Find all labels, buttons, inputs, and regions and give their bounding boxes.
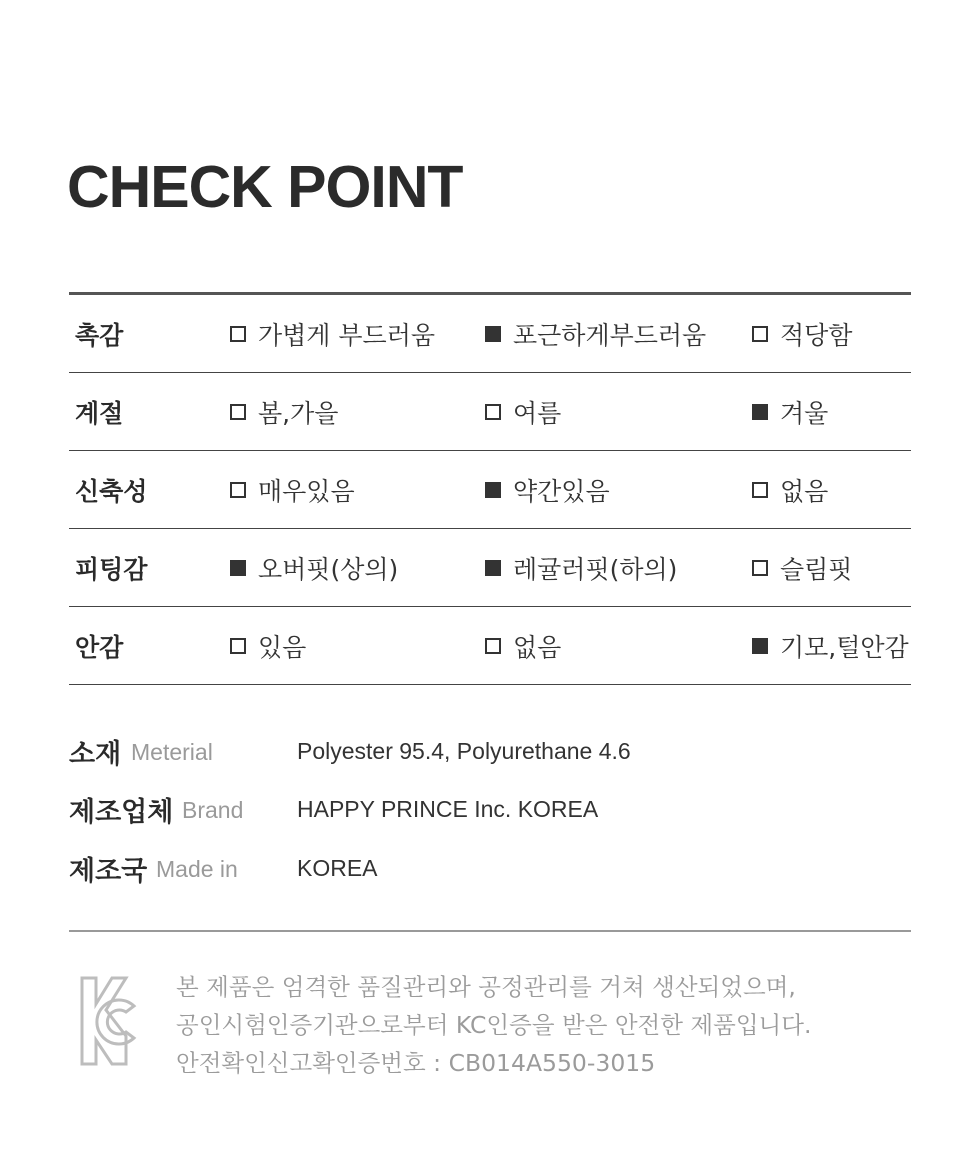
checkpoint-row-season (69, 373, 911, 451)
option-label: 없음 (513, 632, 562, 662)
spec-label-en: Made in (156, 856, 238, 882)
kc-notice-line: 본 제품은 엄격한 품질관리와 공정관리를 거쳐 생산되었으며, (176, 973, 796, 1001)
spec-label-ko: 소재 (69, 739, 122, 770)
checkbox (752, 638, 768, 654)
option (230, 316, 435, 352)
option (752, 550, 852, 586)
option (752, 628, 909, 664)
row-label: 촉감 (75, 320, 124, 350)
option (485, 550, 677, 586)
option-label: 기모,털안감 (780, 632, 909, 662)
checkbox (230, 404, 246, 420)
checkpoint-table (69, 292, 911, 685)
section-divider (69, 930, 911, 932)
option (752, 316, 852, 352)
option (752, 472, 828, 508)
option-label: 포근하게부드러움 (513, 320, 707, 350)
option-label: 슬림핏 (780, 554, 853, 584)
option (485, 472, 610, 508)
kc-notice-line: 공인시험인증기관으로부터 KC인증을 받은 안전한 제품입니다. (176, 1011, 812, 1039)
checkpoint-row-stretch (69, 451, 911, 529)
checkbox (485, 326, 501, 342)
option-label: 가볍게 부드러움 (258, 320, 435, 350)
checkbox (752, 482, 768, 498)
spec-brand (69, 790, 911, 830)
spec-label-ko: 제조업체 (69, 797, 174, 828)
kc-certification-notice (176, 968, 811, 1082)
option (230, 628, 306, 664)
spec-value: Polyester 95.4, Polyurethane 4.6 (297, 738, 631, 764)
option-label: 없음 (780, 476, 829, 506)
option (485, 628, 561, 664)
option-label: 적당함 (780, 320, 853, 350)
option-label: 오버핏(상의) (258, 554, 399, 584)
option (485, 316, 706, 352)
option (752, 394, 828, 430)
option-label: 약간있음 (513, 476, 610, 506)
checkbox (485, 482, 501, 498)
spec-label-en: Meterial (131, 739, 213, 765)
option-label: 겨울 (780, 398, 829, 428)
spec-label-en: Brand (182, 797, 244, 823)
checkbox (230, 482, 246, 498)
option-label: 있음 (258, 632, 307, 662)
checkbox (485, 638, 501, 654)
option (230, 550, 398, 586)
row-label: 안감 (75, 632, 124, 662)
spec-value: HAPPY PRINCE Inc. KOREA (297, 796, 599, 822)
checkbox (230, 326, 246, 342)
option-label: 봄,가을 (258, 398, 339, 428)
kc-notice-line: 안전확인신고확인증번호 : CB014A550-3015 (176, 1049, 656, 1077)
checkpoint-row-texture (69, 295, 911, 373)
checkbox (752, 326, 768, 342)
row-label: 피팅감 (75, 554, 148, 584)
kc-mark-icon (80, 976, 140, 1066)
spec-label-ko: 제조국 (69, 856, 148, 887)
checkbox (752, 560, 768, 576)
option (230, 394, 338, 430)
checkbox (230, 638, 246, 654)
option (230, 472, 355, 508)
option-label: 매우있음 (258, 476, 355, 506)
checkpoint-row-lining (69, 607, 911, 685)
option-label: 레귤러핏(하의) (513, 554, 678, 584)
spec-origin (69, 849, 911, 889)
checkbox (485, 404, 501, 420)
spec-value: KOREA (297, 855, 378, 881)
row-label: 계절 (75, 398, 124, 428)
page-title: CHECK POINT (67, 154, 463, 220)
option-label: 여름 (513, 398, 562, 428)
spec-material (69, 732, 911, 772)
row-label: 신축성 (75, 476, 148, 506)
checkbox (485, 560, 501, 576)
checkbox (230, 560, 246, 576)
option (485, 394, 561, 430)
checkbox (752, 404, 768, 420)
checkpoint-row-fit (69, 529, 911, 607)
